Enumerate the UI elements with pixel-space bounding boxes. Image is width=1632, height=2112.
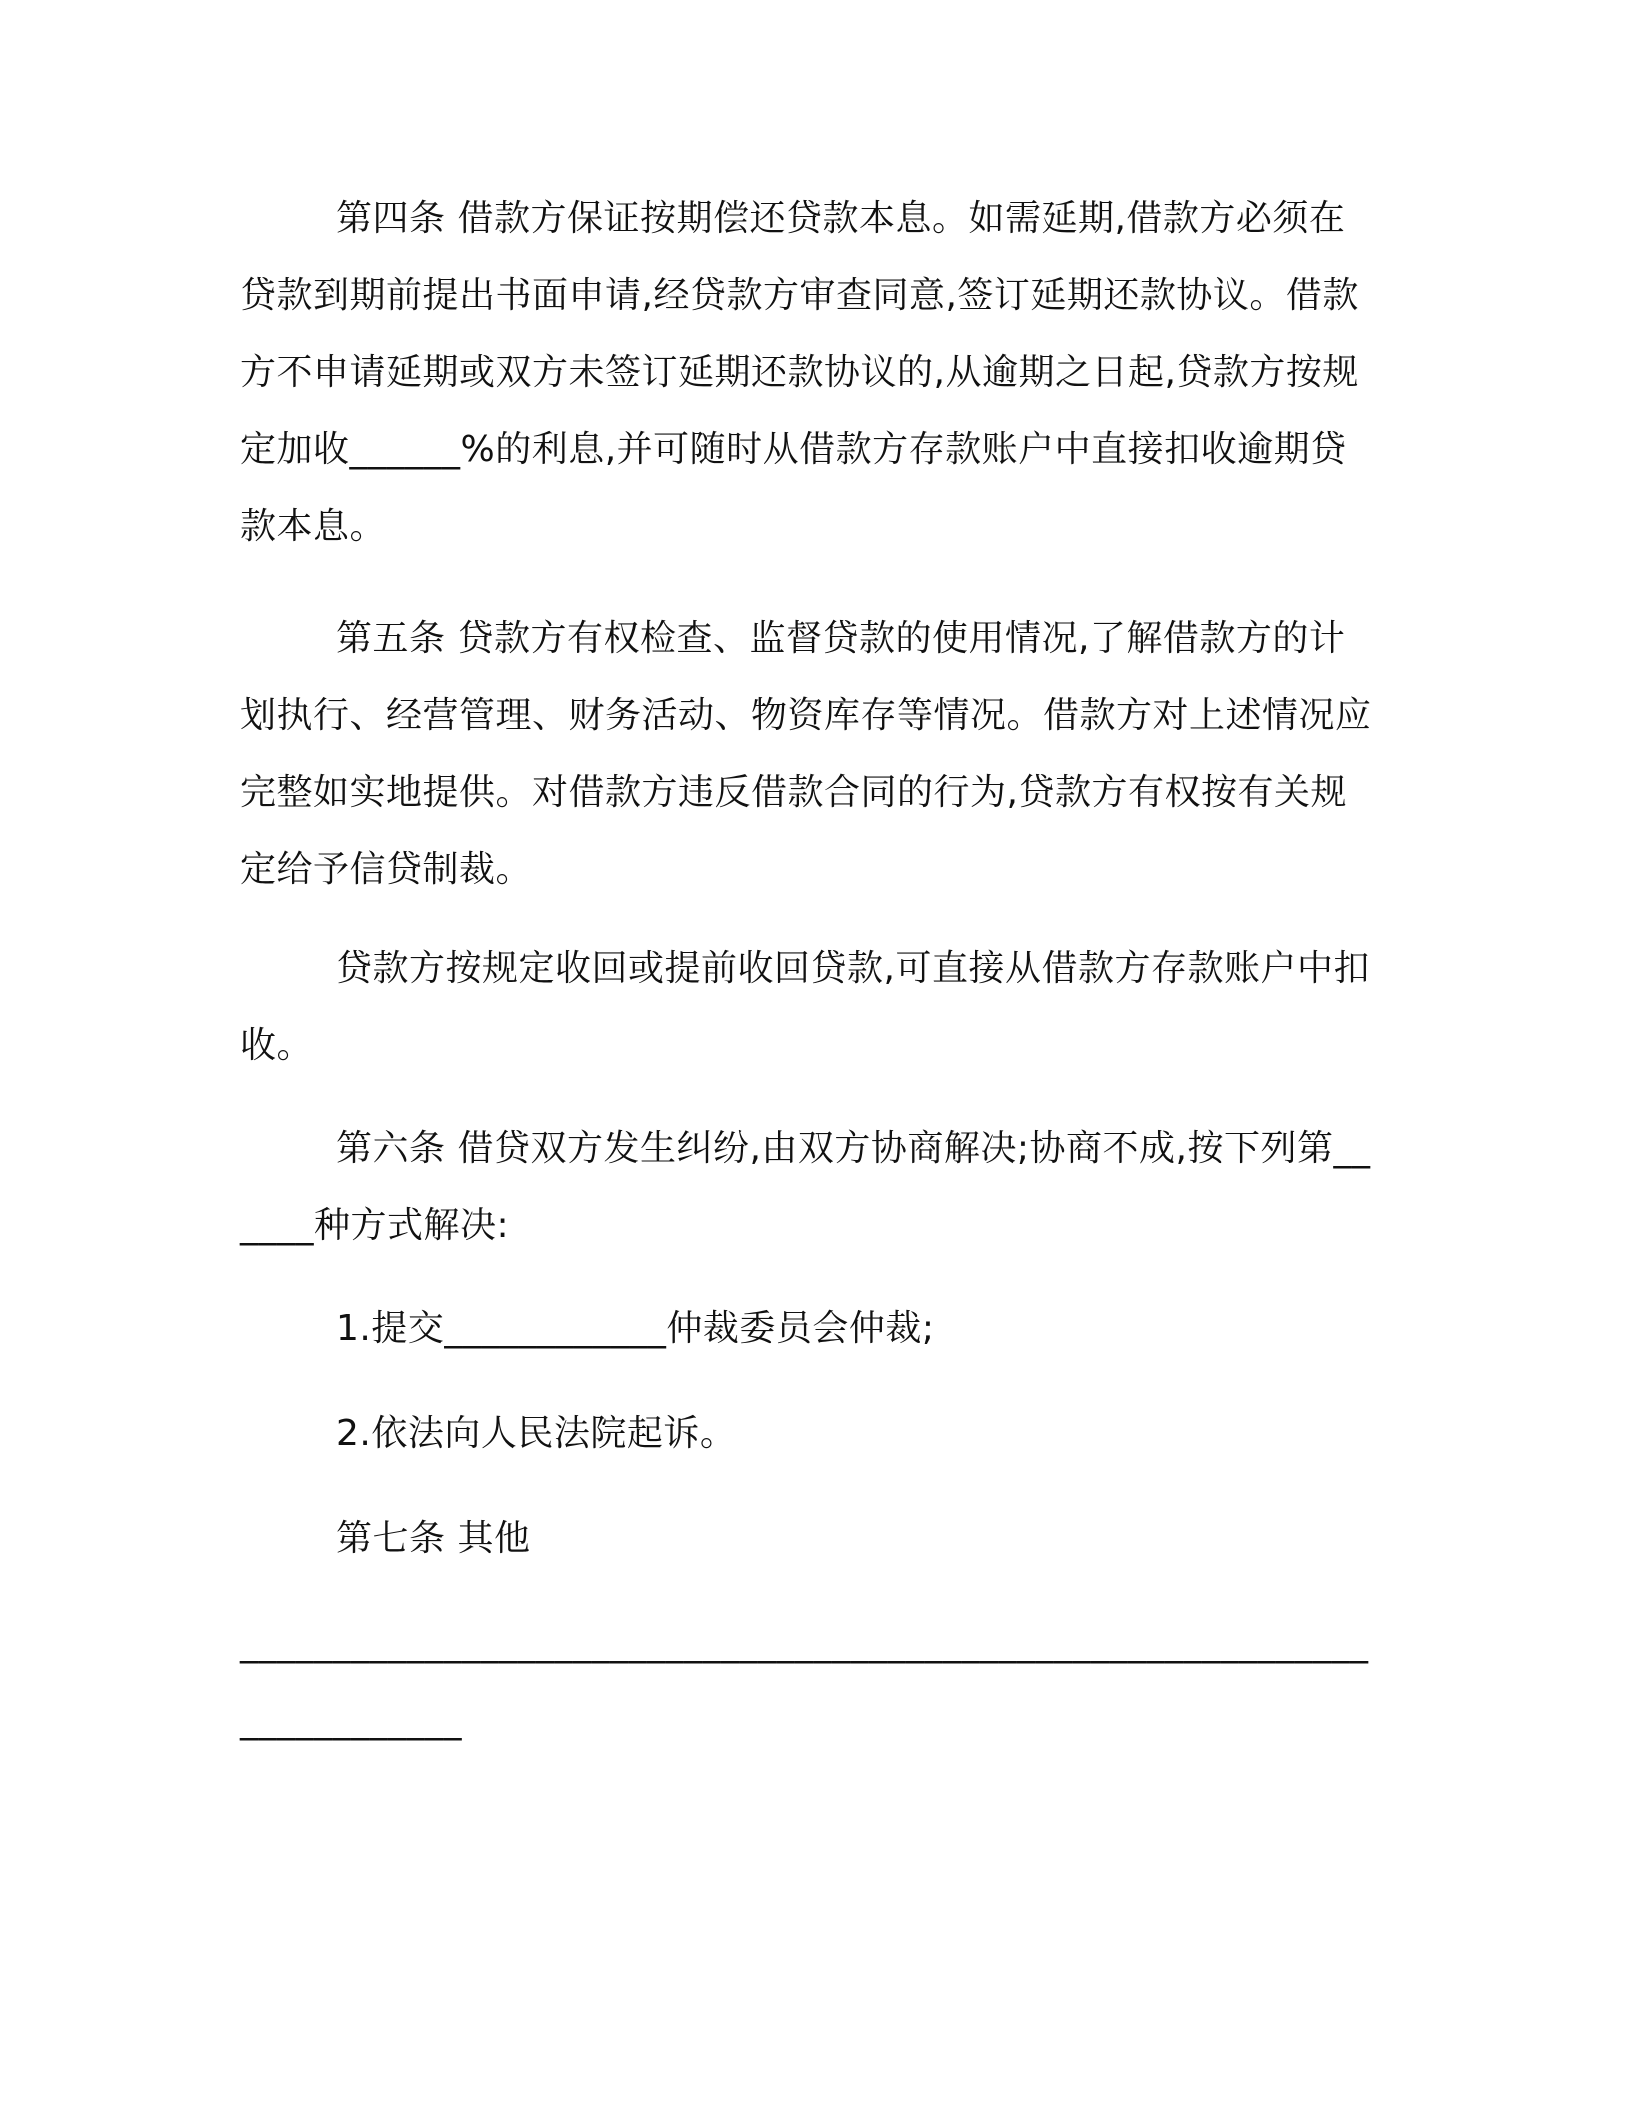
article-4-paragraph: 第四条 借款方保证按期偿还贷款本息。如需延期,借款方必须在贷款到期前提出书面申请,经贷款方审查同意,签订延期还款协议。借款方不申请延期或双方未签订延期还款协议的,从逾期之日起,贷款方按规定加收______%的利息,并可随时从借款方存款账户中直接扣收逾期贷款本息。 [240,198,1359,547]
document-page [240,0,1380,2112]
court-option: 2.依法向人民法院起诉。 [336,1413,737,1454]
article-7-blank-lines: _________________________________________________________________________ [240,1623,1369,1741]
arbitration-option: 1.提交____________仲裁委员会仲裁; [336,1308,935,1349]
article-6-paragraph: 第六条 借贷双方发生纠纷,由双方协商解决;协商不成,按下列第______种方式解决: [240,1128,1371,1246]
article-5-paragraph: 第五条 贷款方有权检查、监督贷款的使用情况,了解借款方的计划执行、经营管理、财务活动、物资库存等情况。借款方对上述情况应完整如实地提供。对借款方违反借款合同的行为,贷款方有权按有关规定给予信贷制裁。 [240,618,1372,890]
article-7-heading: 第七条 其他 [336,1518,531,1559]
loan-collection-paragraph: 贷款方按规定收回或提前收回贷款,可直接从借款方存款账户中扣收。 [240,948,1370,1066]
